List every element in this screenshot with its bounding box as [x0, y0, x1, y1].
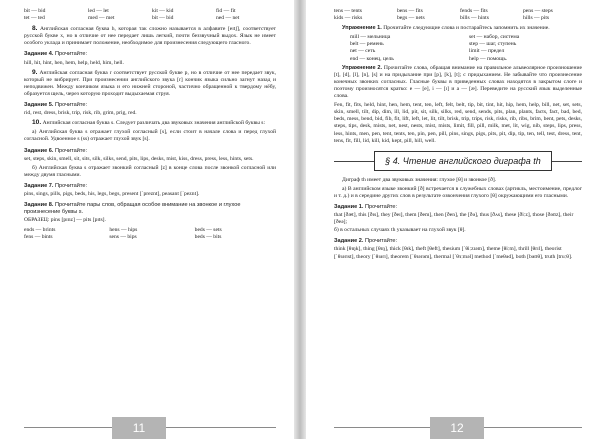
exercise-2-words: Fen, fit, fits, held, hint, hen, hem, tent, ten, left, felt, belt, tip, bit, tint, hit, hip, hem, help, bill, net, set, sets, skin, smell, tilt, dip, dim, ill, lid, pit, sit, silk, silks, red, send, sends, pits, plan, plants, facts, fact, bad, bed, beds, mess, bend, bid, fib, fit, lift, left, let, lit, tilt, brisk, trip, trips, risk, risks, rib, ribs, brim, bent, pets, desks, steps, tips, desk, mists, net, nest, nests, mist, mists, limit, fill, pill, milk, met, lit, wig, nib, steps, lips, press, less, hints, men, pen, tent, tents, ten, pin, pen, pill, pins, sings, pigs, pits, pit, dip, tip, ten, tell, test, dress, tent, tens, fit, fill, lid, kill, kid, kept, pill, hill, well. — [334, 102, 582, 144]
exercise-6-words: set, steps, skin, smell, sit, sits, silk, silks, send, pits, lips, desks, mist, kiss, dress, press, less, hints, sets. — [24, 155, 254, 162]
exercise-4-words: hill, hit, hint, hen, hem, help, held, him, hell. — [24, 59, 124, 66]
section-number: 10. — [32, 119, 42, 127]
exercise-5-heading — [24, 102, 276, 109]
word-pair: beds — sets — [194, 227, 222, 234]
exercise-task: Прочитайте слова, обращая внимание на правильное альвеолярное произношение [t], [d], [l], [n], [s] и на придыхание при [p], [k], [t]; с придыханием. Не забывайте что произнесение конечных звонких согласных. Гласные буквы в приведенных словах находятся в закрытом слоге и поэтому произносятся кратко: e — [e], i — [ɪ] и a — [æ]. Переведите на русский язык выделенные слова. — [334, 64, 582, 100]
exercise-label: Задание 7. — [24, 182, 54, 189]
exercise-7-words: pins, sings, pills, pigs, beds, his, legs, begs, present [ˈpreznt], peasant [ˈpeznt]. — [24, 190, 200, 197]
exercise-label: Задание 6. — [24, 147, 54, 154]
page-number: 11 — [112, 417, 166, 439]
exercise-label: Задание 2. — [334, 238, 364, 245]
vocabulary-table — [350, 34, 582, 62]
exercise-task: Прочитайте: — [55, 147, 88, 154]
section-title: § 4. Чтение английского диграфа th — [374, 151, 552, 171]
section-10-a: а) Английская буква s отражает глухой согласный [s], если стоит в начале слова и перед глухой согласной. Удвоенное s (ss) отражает глухой звук [s]. — [24, 129, 276, 143]
exercise-8-heading — [24, 202, 276, 216]
exercise-7-heading — [24, 183, 276, 190]
exercise-task: Прочитайте следующие слова и постарайтесь запомнить их значение. — [383, 25, 550, 32]
task-2-words: think [θɪŋk], thing [θɪŋ], thick [θɪk], theft [θeft], thesium [ˈθiːzɪəm], theme [θiːm], thrill [θrɪl], theorist [ˈθɪərɪst], theory [ˈθɪərɪ], theorem [ˈθɪərəm], thermal [ˈθɜːməl] method [ˈmeθəd], both [bəʊθ], truth [truːθ]. — [334, 246, 573, 260]
word-pair: kit — kid — [152, 8, 174, 14]
task-1-words: that [ðæt], this [ðɪs], they [ðeɪ], them [ðem], then [ðen], the [ðə], thus [ðʌs], these [ðiːz], those [ðəʊz], their [ðeə]; — [334, 212, 574, 226]
exercise-task: Прочитайте: — [55, 182, 88, 189]
word-pairs-top — [24, 8, 276, 22]
word-pair: tens — tents — [334, 8, 362, 14]
left-page-content — [24, 8, 276, 245]
word-pair: bills — hints — [460, 15, 489, 22]
word-pair: hens — hips — [109, 227, 138, 234]
footer-rule — [334, 427, 430, 428]
task-1-heading — [334, 204, 582, 211]
book-gutter — [294, 0, 306, 439]
word-pair: bens — fits — [397, 8, 423, 14]
exercise-5-words: rid, rest, dress, brisk, trip, risk, rib, grim, prig, red. — [24, 110, 137, 117]
digraph-rule-b: б) в остальных случаях th указывает на глухой звук [θ]. — [334, 227, 466, 234]
footer-rule — [166, 427, 276, 428]
section-heading — [334, 151, 582, 171]
exercise-label: Задание 8. — [24, 202, 54, 209]
word-pair: fends — fits — [460, 8, 488, 14]
section-9 — [24, 69, 276, 98]
word-pairs-bottom — [24, 227, 276, 241]
section-text: Английская согласная буква h, которая так сложно называется в алфавите [eɪtʃ], соответствует русской букве х, но в отличие от нее передает лишь легкий, почти беззвучный выдох. Язык не имеет особого уклада и принимает положение, необходимое для произнесения следующего гласного. — [24, 26, 276, 47]
footer-rule — [24, 427, 112, 428]
word-pair: fens — bints — [24, 234, 53, 241]
digraph-intro: Диграф th имеет два звуковых значения: глухое [θ] и звонкое [ð]. — [342, 176, 497, 183]
exercise-label: Задание 4. — [24, 51, 54, 58]
word-pair: tet — ted — [24, 15, 45, 22]
exercise-2-heading — [334, 65, 582, 100]
exercise-8-sample: ОБРАЗЕЦ: pins [pɪnz] — pits [pɪts]. — [24, 217, 106, 224]
section-10-b: б) Английская буква s отражает звонкий согласный [z] в конце слова после звонкой согласной или между двумя гласными. — [24, 164, 276, 178]
exercise-1-heading — [334, 25, 582, 32]
word-pair: begs — nets — [397, 15, 425, 22]
exercise-label: Задание 5. — [24, 102, 54, 109]
section-text: Английская согласная буква r соответствует русской букве р, но в отличие от нее передает звук, который не вибрирует. При произнесении английского звука [r] кончик языка сильно загнут назад и неподвижен. Между кончиком языка и его нижней стороной, частично обращенной к твердому нёбу, образуется щель, через которую проходит выдыхаемая струя. — [24, 69, 276, 97]
word-pair: led — let — [88, 8, 109, 14]
vocab-entry: net — сеть — [350, 48, 376, 55]
word-pair: ends — brints — [24, 227, 56, 234]
vocab-entry: help — помощь. — [469, 55, 508, 62]
word-pair: hills — pits — [523, 15, 550, 22]
right-page — [306, 0, 600, 439]
word-pairs-top — [334, 8, 582, 22]
section-text: Английская согласная буква s. Следует различать два звуковых значения английской буквы s: — [42, 120, 266, 127]
exercise-6-heading — [24, 148, 276, 155]
section-number: 9. — [32, 68, 38, 76]
vocab-entry: set — набор, система — [469, 34, 520, 41]
word-pair: fid — fit — [216, 8, 236, 14]
footer-rule — [484, 427, 582, 428]
vocab-entry: step — шаг, ступень — [469, 41, 517, 48]
task-2-heading — [334, 238, 582, 245]
exercise-task: Прочитайте: — [55, 102, 88, 109]
word-pair: kids — risks — [334, 15, 363, 22]
page-number: 12 — [430, 417, 484, 439]
section-10 — [24, 119, 276, 127]
exercise-label: Задание 1. — [334, 203, 364, 210]
exercise-task: Прочитайте: — [55, 51, 88, 58]
exercise-task: Прочитайте: — [365, 203, 398, 210]
vocab-entry: limit — предел — [469, 48, 505, 55]
exercise-task: Прочитайте пары слов, обращая особое внимание на звонкое и глухое произнесение буквы s. — [24, 202, 241, 216]
word-pair: beds — bits — [194, 234, 222, 241]
word-pair: pens — steps — [523, 8, 553, 14]
exercise-4-heading — [24, 51, 276, 58]
right-page-content — [334, 8, 582, 261]
digraph-rule-a: а) В английском языке звонкий [ð] встречается в служебных словах (артикль, местоимение, предлог и т. д.) и в середине других слов в результате озвончения глухого [θ] окружающими его гласными. — [334, 185, 582, 199]
left-page — [0, 0, 294, 439]
word-pair: sens — bips — [109, 234, 137, 241]
word-pair: ned — net — [216, 15, 240, 22]
exercise-label: Упражнение 2. — [342, 64, 383, 71]
section-number: 8. — [32, 25, 38, 33]
vocab-entry: belt — ремень — [350, 41, 384, 48]
vocab-entry: mill — мельница — [350, 34, 391, 41]
word-pair: bit — bid — [24, 8, 46, 14]
word-pair: bit — bid — [152, 15, 174, 22]
exercise-label: Упражнение 1. — [342, 25, 382, 32]
word-pair: med — met — [88, 15, 115, 22]
vocab-entry: end — конец, цель — [350, 55, 394, 62]
section-8 — [24, 25, 276, 47]
exercise-task: Прочитайте: — [365, 238, 398, 245]
